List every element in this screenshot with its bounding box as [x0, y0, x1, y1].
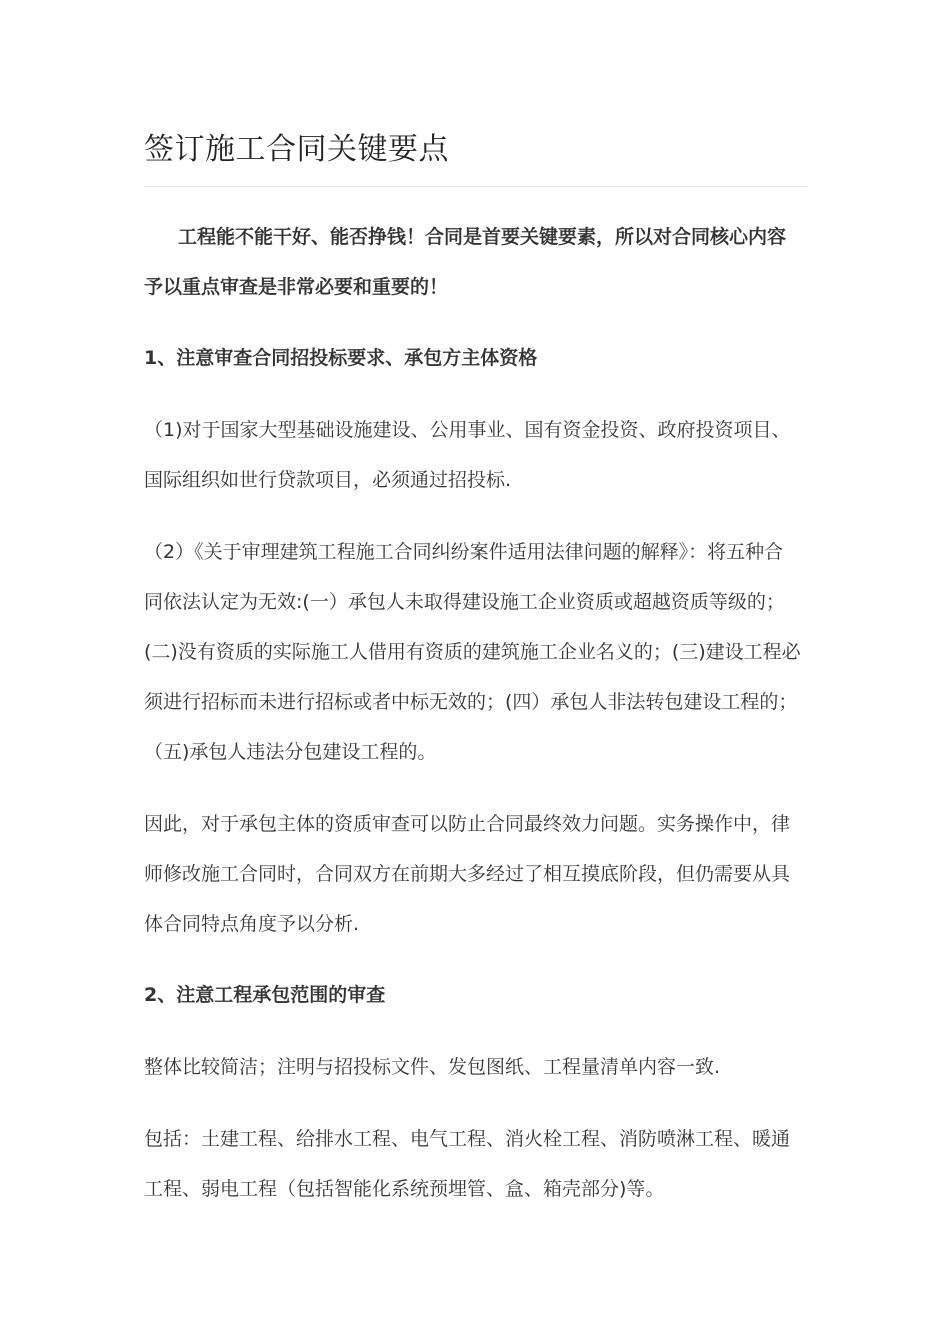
section-2-paragraph-2-line-2: 工程、弱电工程（包括智能化系统预埋管、盒、箱壳部分)等。	[144, 1178, 665, 1200]
section-1-conclusion-line-3: 体合同特点角度予以分析.	[144, 913, 360, 935]
section-1-conclusion-line-1: 因此，对于承包主体的资质审查可以防止合同最终效力问题。实务操作中，律	[144, 813, 791, 835]
section-1-conclusion-line-2: 师修改施工合同时，合同双方在前期大多经过了相互摸底阶段，但仍需要从具	[144, 863, 791, 885]
page-title: 签订施工合同关键要点	[144, 132, 449, 167]
section-1-item-1-line-2: 国际组织如世行贷款项目，必须通过招投标.	[144, 469, 512, 491]
title-divider	[144, 186, 808, 187]
intro-line-1: 工程能不能干好、能否挣钱！合同是首要关键要素，所以对合同核心内容	[178, 226, 787, 248]
section-1-item-2	[144, 527, 808, 777]
section-1-item-1-line-1: （1)对于国家大型基础设施建设、公用事业、国有资金投资、政府投资项目、	[144, 419, 791, 441]
section-1-item-1	[144, 405, 808, 505]
section-1-item-2-line-1: （2）《关于审理建筑工程施工合同纠纷案件适用法律问题的解释》：将五种合	[144, 541, 784, 563]
section-2-paragraph-1: 整体比较简洁；注明与招投标文件、发包图纸、工程量清单内容一致.	[144, 1056, 721, 1078]
section-2-heading: 2、注意工程承包范围的审查	[144, 984, 386, 1006]
section-1-heading: 1、注意审查合同招投标要求、承包方主体资格	[144, 347, 538, 369]
section-2-paragraph-2-line-1: 包括：土建工程、给排水工程、电气工程、消火栓工程、消防喷淋工程、暖通	[144, 1128, 791, 1150]
section-1-item-2-line-3: (二)没有资质的实际施工人借用有资质的建筑施工企业名义的；(三)建设工程必	[144, 641, 801, 663]
section-1-item-2-line-4: 须进行招标而未进行招标或者中标无效的；(四）承包人非法转包建设工程的；	[144, 691, 798, 713]
section-1-item-2-line-2: 同依法认定为无效:(一）承包人未取得建设施工企业资质或超越资质等级的；	[144, 591, 785, 613]
section-1-item-2-line-5: （五)承包人违法分包建设工程的。	[144, 741, 437, 763]
section-2-paragraph-2	[144, 1114, 808, 1214]
intro-line-2: 予以重点审查是非常必要和重要的！	[144, 276, 449, 298]
section-1-conclusion	[144, 799, 808, 949]
intro-paragraph	[144, 212, 808, 312]
